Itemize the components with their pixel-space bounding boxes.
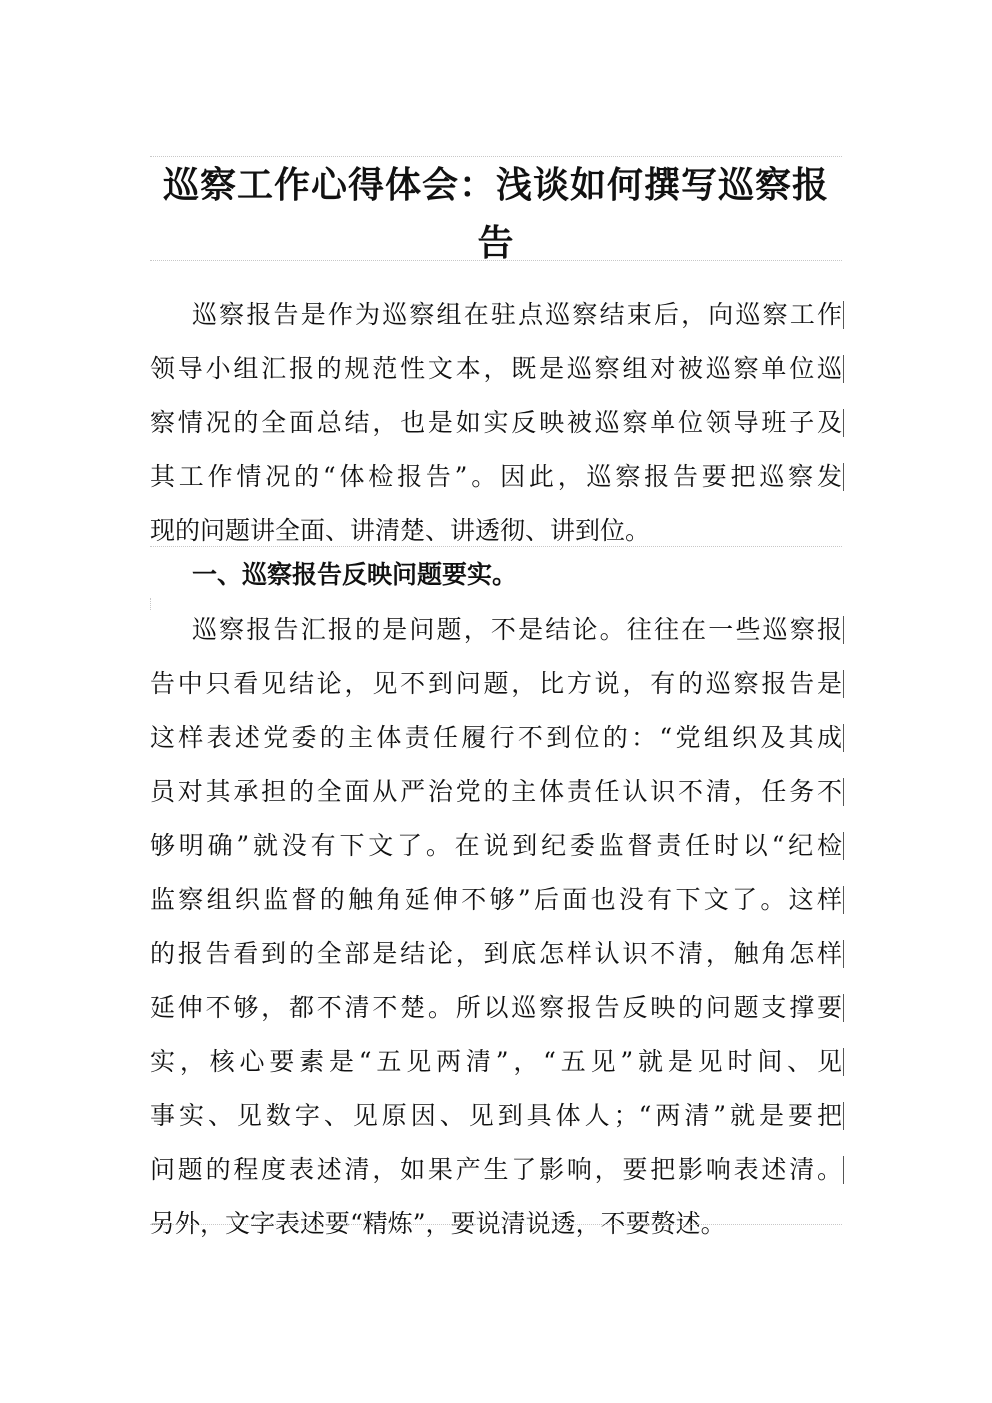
paragraph-line: 另外，文字表述要“精炼”，要说清说透，不要赘述。 <box>150 1209 726 1238</box>
paragraph-line: 现的问题讲全面、讲清楚、讲透彻、讲到位。 <box>150 516 651 545</box>
paragraph-line: 领导小组汇报的规范性文本，既是巡察组对被巡察单位巡 <box>150 342 842 396</box>
title-bottom-rule <box>150 260 842 261</box>
section-paragraph <box>150 603 842 1251</box>
paragraph-line: 巡察报告是作为巡察组在驻点巡察结束后，向巡察工作 <box>150 288 842 342</box>
intro-paragraph <box>150 288 842 558</box>
title-line-1: 巡察工作心得体会：浅谈如何撰写巡察报 <box>162 164 829 206</box>
section-top-rule <box>150 546 842 547</box>
paragraph-line: 这样表述党委的主体责任履行不到位的：“党组织及其成 <box>150 711 842 765</box>
paragraph-line: 察情况的全面总结，也是如实反映被巡察单位领导班子及 <box>150 396 842 450</box>
paragraph-line: 监察组织监督的触角延伸不够”后面也没有下文了。这样 <box>150 873 842 927</box>
paragraph-line: 问题的程度表述清，如果产生了影响，要把影响表述清。 <box>150 1143 842 1197</box>
paragraph-line: 巡察报告汇报的是问题，不是结论。往往在一些巡察报 <box>150 603 842 657</box>
section-heading: 一、巡察报告反映问题要实。 <box>192 560 518 589</box>
section-bottom-rule <box>150 1224 842 1225</box>
paragraph-line: 实，核心要素是“五见两清”，“五见”就是见时间、见 <box>150 1035 842 1089</box>
paragraph-line: 的报告看到的全部是结论，到底怎样认识不清，触角怎样 <box>150 927 842 981</box>
paragraph-line: 事实、见数字、见原因、见到具体人；“两清”就是要把 <box>150 1089 842 1143</box>
paragraph-line: 其工作情况的“体检报告”。因此，巡察报告要把巡察发 <box>150 450 842 504</box>
paragraph-line: 够明确”就没有下文了。在说到纪委监督责任时以“纪检 <box>150 819 842 873</box>
document-title <box>150 156 842 272</box>
paragraph-line: 告中只看见结论，见不到问题，比方说，有的巡察报告是 <box>150 657 842 711</box>
document-page <box>150 0 842 1403</box>
paragraph-line: 延伸不够，都不清不楚。所以巡察报告反映的问题支撑要 <box>150 981 842 1035</box>
paragraph-line: 员对其承担的全面从严治党的主体责任认识不清，任务不 <box>150 765 842 819</box>
title-line-2: 告 <box>477 222 515 264</box>
